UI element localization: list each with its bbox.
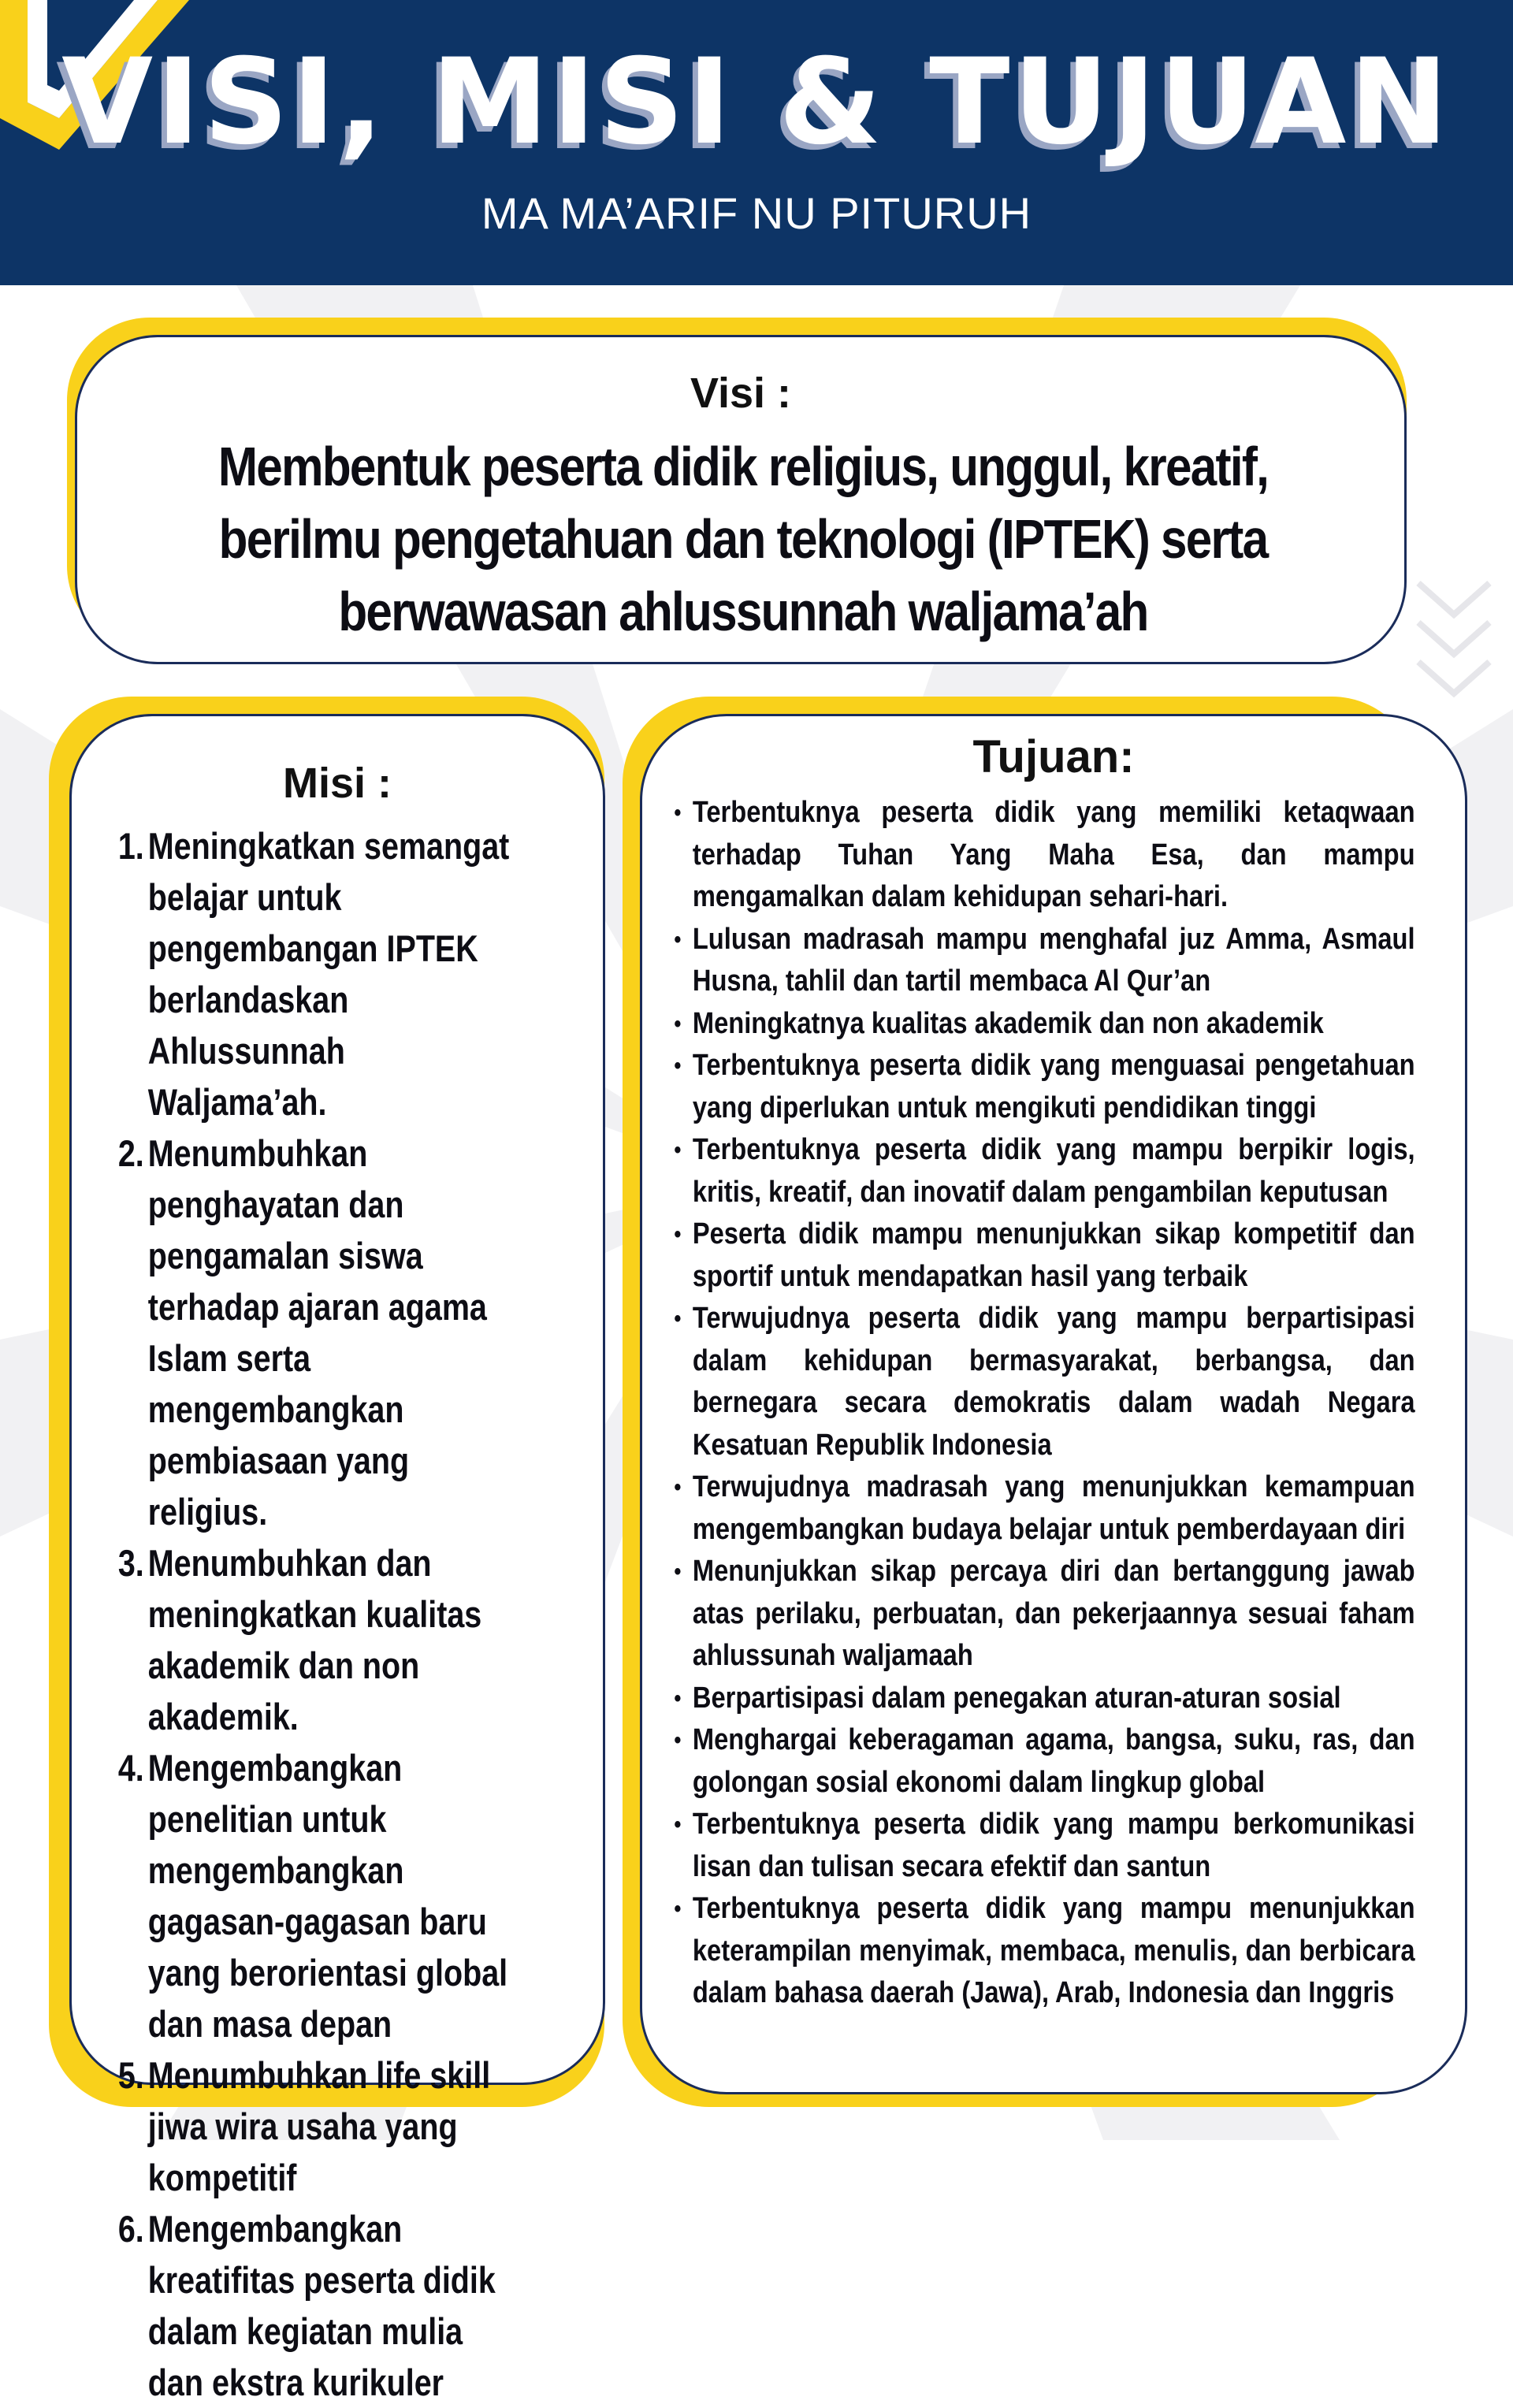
bullet-icon: • [674,1727,682,1753]
item-text: Berpartisipasi dalam penegakan aturan-aturan sosial [692,1681,1341,1715]
bullet-icon: • [674,1559,682,1585]
misi-panel [69,714,605,2403]
list-item [663,1551,1415,1678]
item-text: Terwujudnya peserta didik yang mampu berpartisipasi dalam kehidupan bermasyarakat, berbangsa, dan bernegara secara demokratis dalam wadah Negara Kesatuan Republik Indonesia [692,1302,1415,1462]
school-name: MA MA’ARIF NU PITURUH [481,188,1032,238]
list-item [102,2049,526,2203]
visi-label: Visi : [690,370,792,417]
item-text: Terbentuknya peserta didik yang mampu berkomunikasi lisan dan tulisan secara efektif dan santun [692,1808,1415,1883]
bullet-icon: • [674,1137,682,1163]
item-text: Terbentuknya peserta didik yang memiliki ketaqwaan terhadap Tuhan Yang Maha Esa, dan mampu mengamalkan dalam kehidupan sehari-hari. [692,796,1415,913]
item-number: 5. [117,2054,144,2096]
list-item [102,820,526,1128]
list-item [663,1003,1415,1046]
misi-label: Misi : [282,760,392,807]
item-text: Lulusan madrasah mampu menghafal juz Amma, Asmaul Husna, tahlil dan tartil membaca Al Qur’an [692,922,1415,998]
item-number: 1. [117,825,144,867]
bullet-icon: • [674,800,682,826]
bullet-icon: • [674,1474,682,1500]
item-number: 2. [117,1132,144,1174]
tujuan-list [663,792,1415,2015]
bullet-icon: • [674,1306,682,1332]
item-text: Peserta didik mampu menunjukkan sikap kompetitif dan sportif untuk mendapatkan hasil yang terbaik [692,1217,1415,1293]
list-item [663,1129,1415,1213]
item-text: Terwujudnya madrasah yang menunjukkan kemampuan mengembangkan budaya belajar untuk pemberdayaan diri [692,1470,1415,1546]
bullet-icon: • [674,1221,682,1247]
item-text: Menumbuhkan penghayatan dan pengamalan siswa terhadap ajaran agama Islam serta mengembangkan pembiasaan yang religius. [147,1132,487,1533]
header-banner [0,0,1513,285]
list-item [102,2203,526,2408]
list-item [663,1298,1415,1466]
list-item [663,1888,1415,2015]
list-item [663,1213,1415,1298]
visi-panel [75,335,1407,664]
bullet-icon: • [674,1685,682,1711]
list-item [663,792,1415,919]
list-item [102,1128,526,1537]
bullet-icon: • [674,926,682,953]
misi-list [102,820,526,2408]
item-number: 3. [117,1542,144,1584]
item-text: Menumbuhkan life skill jiwa wira usaha yang kompetitif [147,2054,491,2198]
item-number: 6. [117,2208,144,2250]
list-item [663,1678,1415,1720]
bullet-icon: • [674,1010,682,1037]
chevron-stack-icon [1411,575,1497,733]
list-item [663,1466,1415,1551]
visi-text: Membentuk peserta didik religius, unggul, kreatif, berilmu pengetahuan dan teknologi (IPTEK) serta berwawasan ahlussunnah waljama’ah [217,436,1269,642]
bullet-icon: • [674,1053,682,1079]
item-text: Menumbuhkan dan meningkatkan kualitas akademik dan non akademik. [147,1542,482,1737]
list-item [663,1045,1415,1129]
list-item [663,1719,1415,1804]
bullet-icon: • [674,1812,682,1838]
item-text: Menunjukkan sikap percaya diri dan bertanggung jawab atas perilaku, perbuatan, dan pekerjaannya sesuai faham ahlussunah waljamaah [692,1555,1415,1672]
list-item [663,1804,1415,1888]
item-text: Mengembangkan kreatifitas peserta didik dalam kegiatan mulia dan ekstra kurikuler [147,2208,496,2403]
page-title: VISI, MISI & TUJUAN [61,34,1452,171]
list-item [102,1537,526,1742]
item-text: Meningkatnya kualitas akademik dan non akademik [692,1006,1324,1040]
tujuan-label: Tujuan: [972,731,1135,782]
bullet-icon: • [674,1896,682,1922]
item-text: Menghargai keberagaman agama, bangsa, suku, ras, dan golongan sosial ekonomi dalam lingkup global [692,1723,1415,1799]
item-text: Mengembangkan penelitian untuk mengembangkan gagasan-gagasan baru yang berorientasi global dan masa depan [147,1747,508,2045]
tujuan-panel [640,714,1467,2094]
item-text: Meningkatkan semangat belajar untuk pengembangan IPTEK berlandaskan Ahlussunnah Waljama’ah. [147,825,510,1123]
item-text: Terbentuknya peserta didik yang mampu menunjukkan keterampilan menyimak, membaca, menulis, dan berbicara dalam bahasa daerah (Jawa), Arab, Indonesia dan Inggris [692,1892,1415,2009]
list-item [663,919,1415,1003]
item-text: Terbentuknya peserta didik yang mampu berpikir logis, kritis, kreatif, dan inovatif dalam pengambilan keputusan [692,1133,1415,1209]
item-text: Terbentuknya peserta didik yang menguasai pengetahuan yang diperlukan untuk mengikuti pendidikan tinggi [692,1049,1415,1124]
list-item [102,1742,526,2049]
item-number: 4. [117,1747,144,1789]
